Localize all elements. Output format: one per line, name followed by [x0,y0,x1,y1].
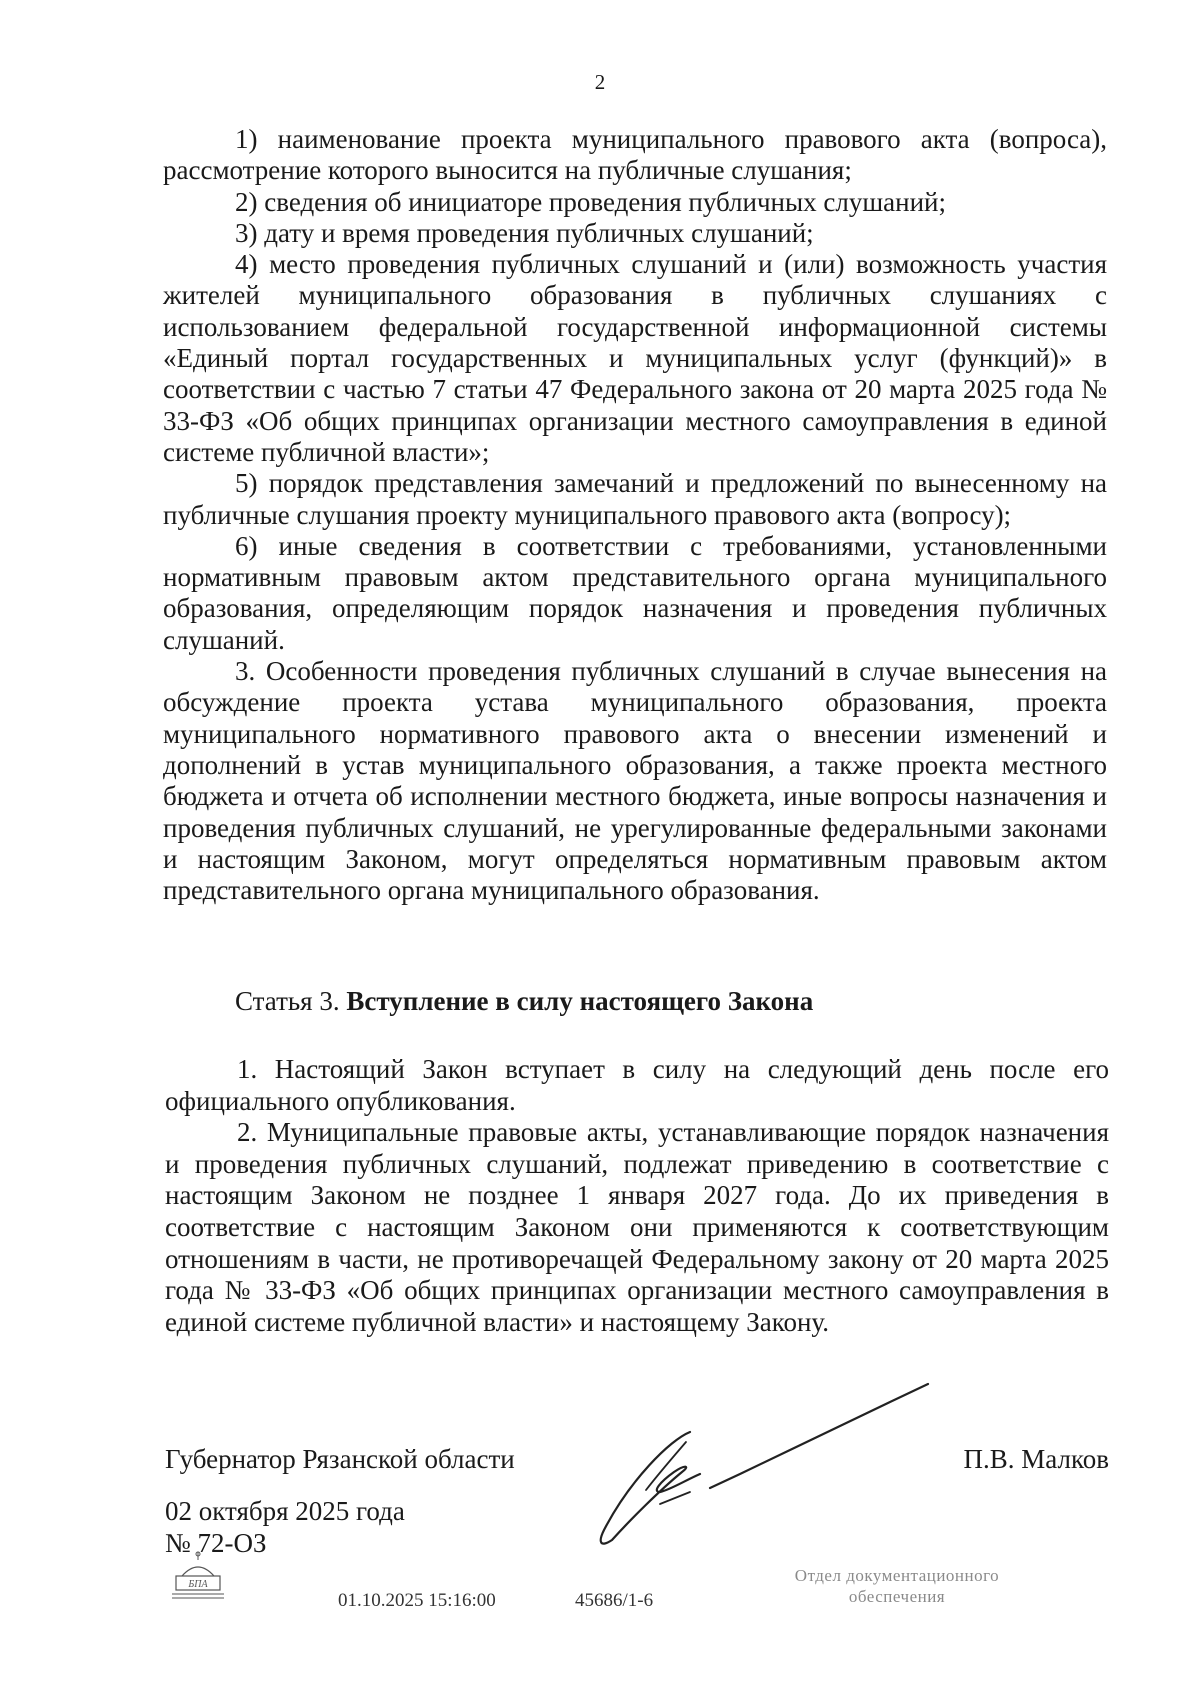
article-3-body [165,1054,1109,1338]
page-number: 2 [594,70,606,94]
article-3-part-2: 2. Муниципальные правовые акты, устанавливающие порядок назначения и проведения публичных слушаний, подлежат приведению в соответствие с настоящим Законом не позднее 1 января 2027 года. До их приведения в соответствие с настоящим Законом они применяются к соответствующим отношениям в части, не противоречащей Федеральному закону от 20 марта 2025 года № 33-ФЗ «Об общих принципах организации местного самоуправления в единой системе публичной власти» и настоящему Закону. [165,1117,1109,1337]
emblem-seal-icon [168,1550,228,1602]
paragraph-item-1: 1) наименование проекта муниципального правового акта (вопроса), рассмотрение которого выносится на публичные слушания; [163,124,1107,186]
article-3-title: Вступление в силу настоящего Закона [346,986,814,1016]
paragraph-item-6: 6) иные сведения в соответствии с требованиями, установленными нормативным правовым актом представительного органа муниципального образования, определяющим порядок назначения и проведения публичных слушаний. [163,530,1107,655]
handwritten-signature [590,1380,930,1560]
paragraph-item-2: 2) сведения об инициаторе проведения публичных слушаний; [235,186,946,217]
seal-caption: БПА [188,1579,208,1590]
registration-timestamp: 01.10.2025 15:16:00 [338,1590,496,1611]
article-3-heading [235,986,813,1017]
registration-number: 45686/1-6 [575,1590,654,1611]
paragraph-item-5: 5) порядок представления замечаний и предложений по вынесенному на публичные слушания проекту муниципального правового акта (вопросу); [163,468,1107,530]
law-number: № 72-ОЗ [165,1528,267,1558]
section-1-body [163,124,1107,906]
signatory-position: Губернатор Рязанской области [165,1444,515,1474]
article-3-part-1: 1. Настоящий Закон вступает в силу на следующий день после его официального опубликования. [165,1054,1109,1116]
paragraph-part-3: 3. Особенности проведения публичных слушаний в случае вынесения на обсуждение проекта устава муниципального образования, проекта муниципального нормативного правового акта о внесении изменений и дополнений в устав муниципального образования, а также проекта местного бюджета и отчета об исполнении местного бюджета, иные вопросы назначения и проведения публичных слушаний, не урегулированные федеральными законами и настоящим Законом, могут определяться нормативным правовым актом представительного органа муниципального образования. [163,656,1107,906]
department-stamp [752,1565,1042,1607]
stamp-line-1: Отдел документационного [794,1566,1000,1585]
paragraph-item-4: 4) место проведения публичных слушаний и (или) возможность участия жителей муниципального образования в публичных слушаниях с использованием федеральной государственной информационной системы «Единый портал государственных и муниципальных услуг (функций)» в соответствии с частью 7 статьи 47 Федерального закона от 20 марта 2025 года № 33-ФЗ «Об общих принципах организации местного самоуправления в единой системе публичной власти»; [163,249,1107,467]
law-date: 02 октября 2025 года [165,1496,405,1526]
stamp-line-2: обеспечения [848,1587,946,1606]
paragraph-item-3: 3) дату и время проведения публичных слушаний; [235,217,814,248]
article-3-prefix: Статья 3. [235,986,347,1016]
signatory-name: П.В. Малков [963,1444,1109,1474]
